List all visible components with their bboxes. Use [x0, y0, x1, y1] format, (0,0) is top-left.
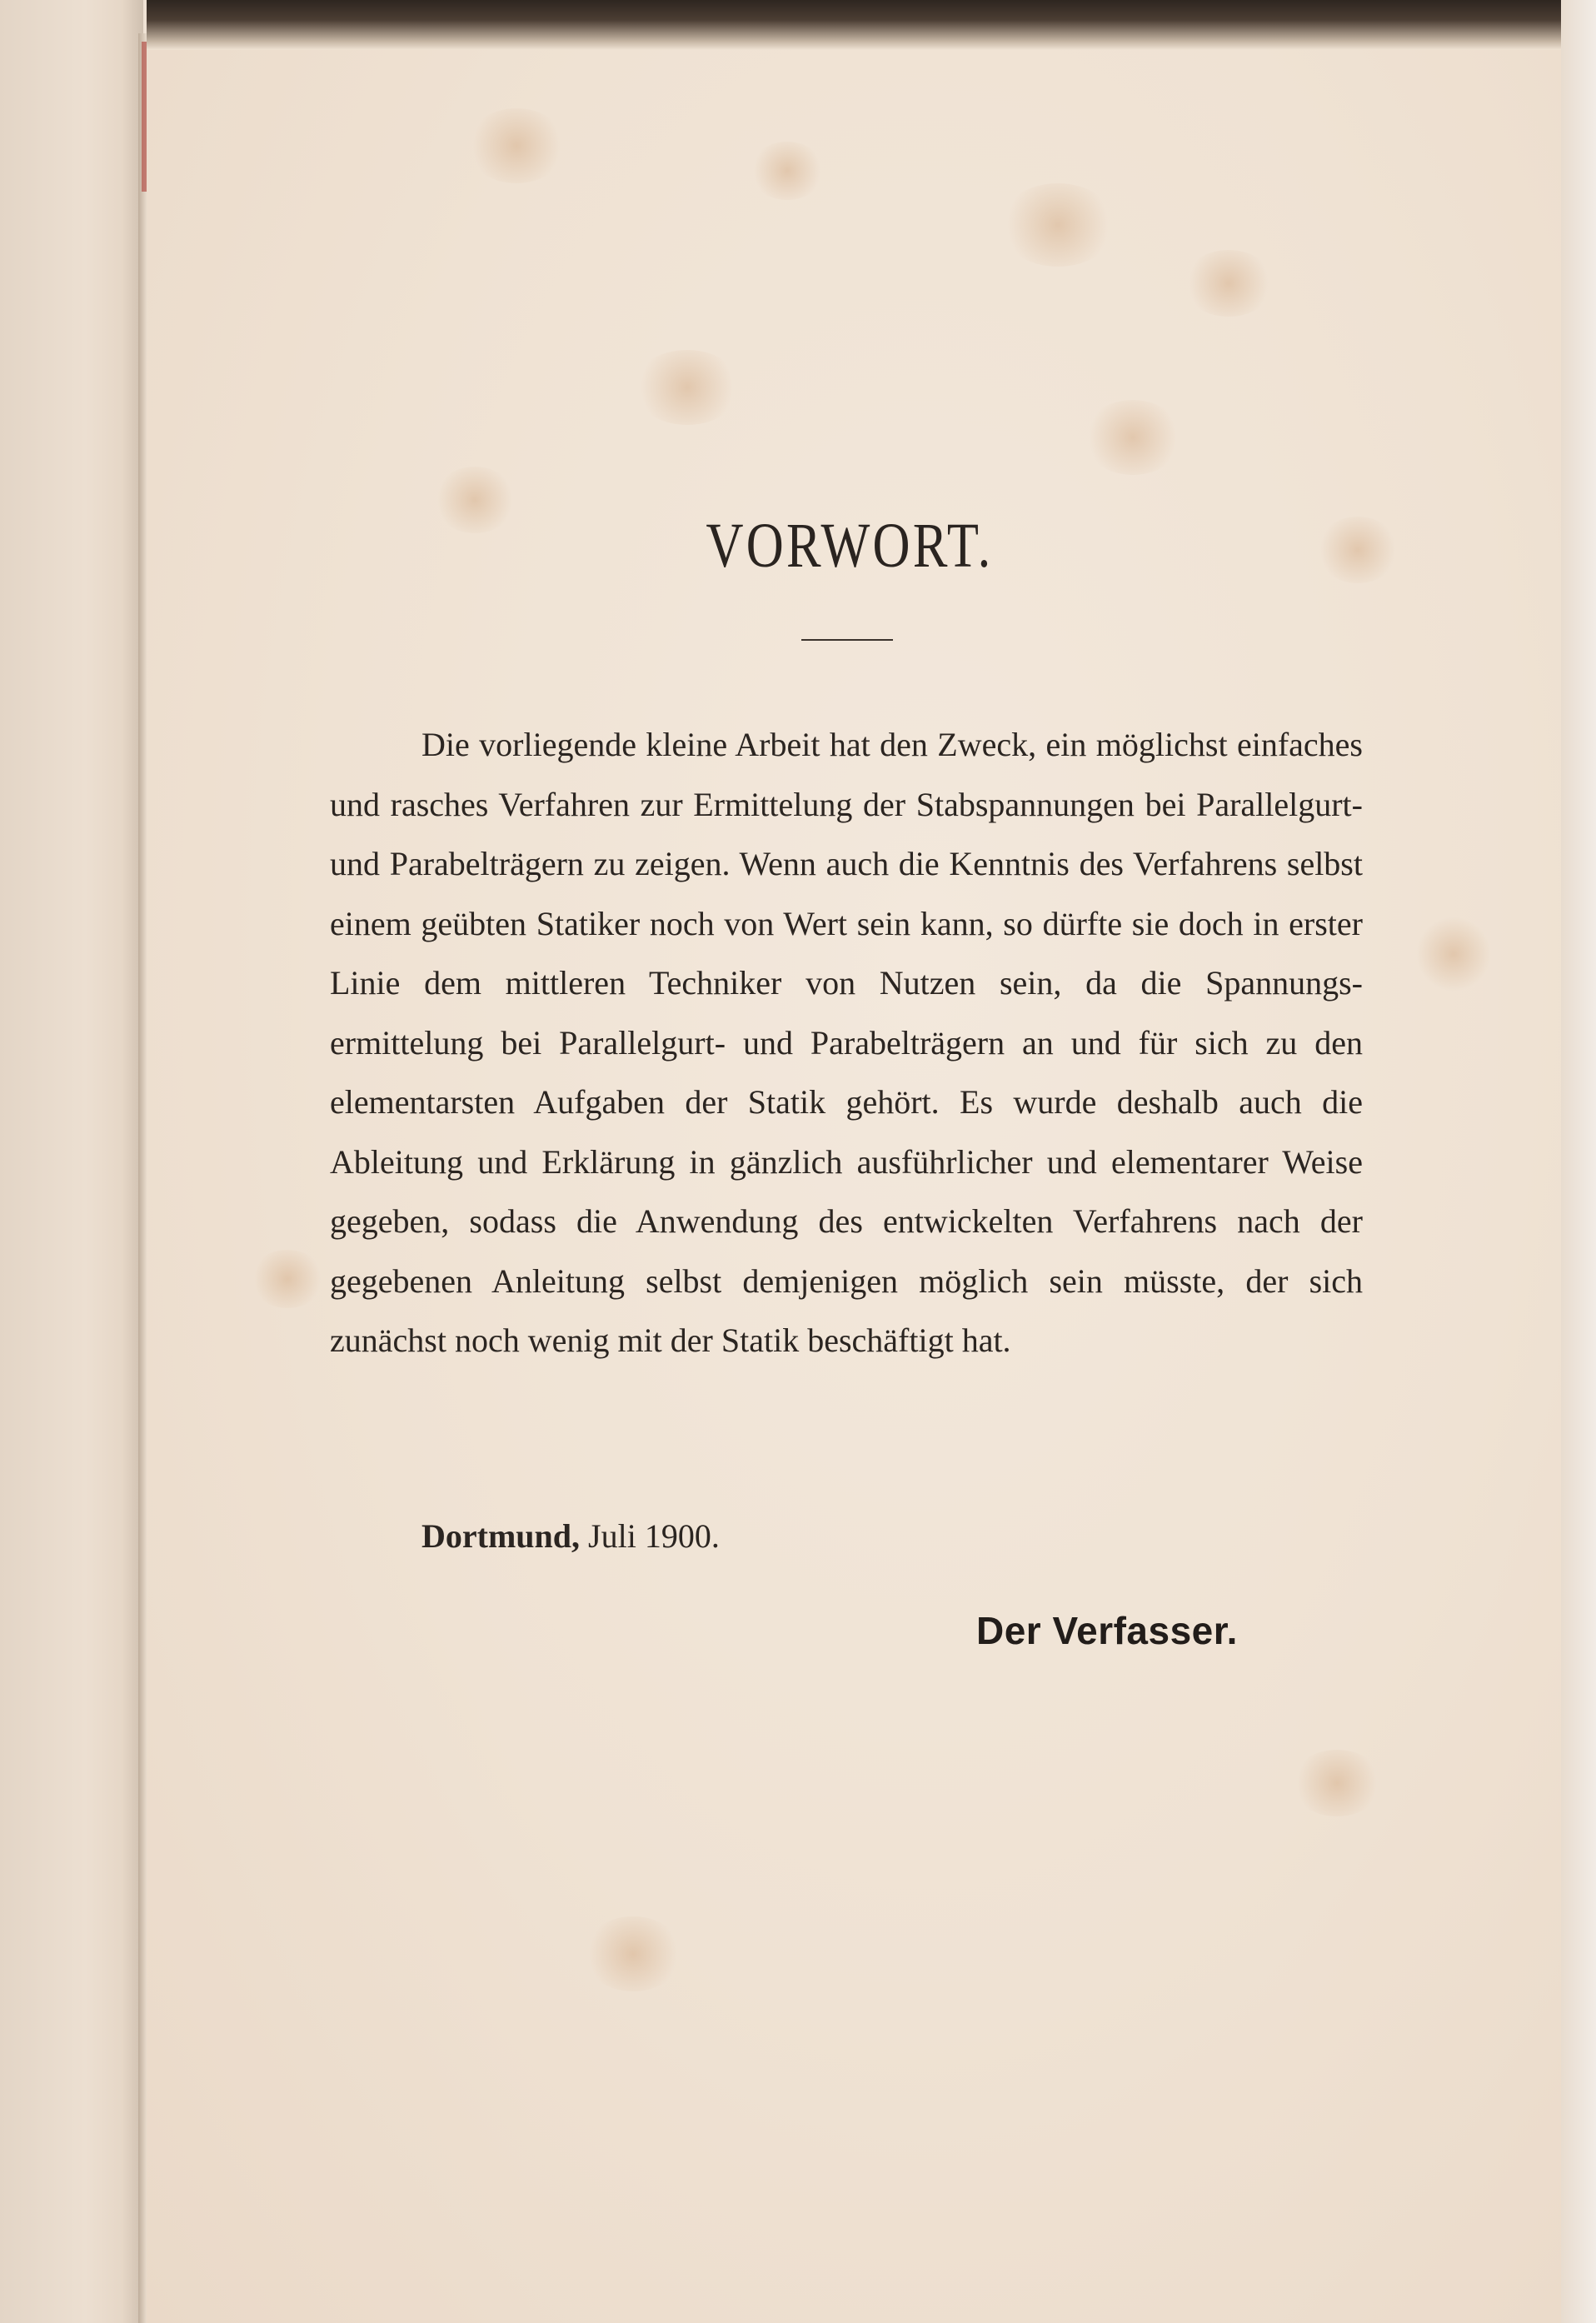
foxing-spot [750, 142, 825, 200]
foxing-spot [1183, 250, 1274, 317]
book-spine [0, 0, 143, 2323]
right-page-edge [1561, 0, 1596, 2323]
foxing-spot [433, 467, 516, 533]
preface-paragraph: Die vorliegende kleine Arbeit hat den Zweck, ein möglichst einfaches und rasches Verfahren zur Ermittelung der Stabspannungen bei Parallelgurt- und Parabelträgern zu zeigen. Wenn auch die Kenntnis des Verfahrens selbst einem geübten Statiker noch von Wert sein kann, so dürfte sie doch in erster Linie dem mittleren Techniker von Nutzen sein, da die Spannungsermittelung bei Parallelgurt- und Parabelträgern an und für sich zu den elementarsten Aufgaben der Statik gehört. Es wurde deshalb auch die Ableitung und Erklärung in gänzlich ausführlicher und elementarer Weise gegeben, sodass die Anwendung des entwickelten Verfahrens nach der gegebenen Anleitung selbst demjenigen möglich sein müsste, der sich zunächst noch wenig mit der Statik beschäftigt hat. [330, 726, 1363, 1359]
author-signature: Der Verfasser. [976, 1609, 1238, 1652]
foxing-spot [1291, 1750, 1383, 1816]
title-rule [801, 639, 893, 641]
foxing-spot [1083, 400, 1183, 475]
spine-edge [138, 33, 147, 2323]
foxing-spot [633, 350, 741, 425]
place-date-line [421, 1516, 720, 1556]
page-title: VORWORT. [706, 511, 994, 581]
foxing-spot [1316, 517, 1399, 583]
foxing-spot [1000, 183, 1116, 267]
foxing-spot [250, 1250, 325, 1308]
foxing-spot [1416, 917, 1491, 992]
date: Juli 1900. [588, 1517, 720, 1555]
place: Dortmund, [421, 1517, 581, 1555]
foxing-spot [466, 108, 566, 183]
foxing-spot [583, 1916, 683, 1991]
top-edge-shadow [147, 0, 1596, 50]
